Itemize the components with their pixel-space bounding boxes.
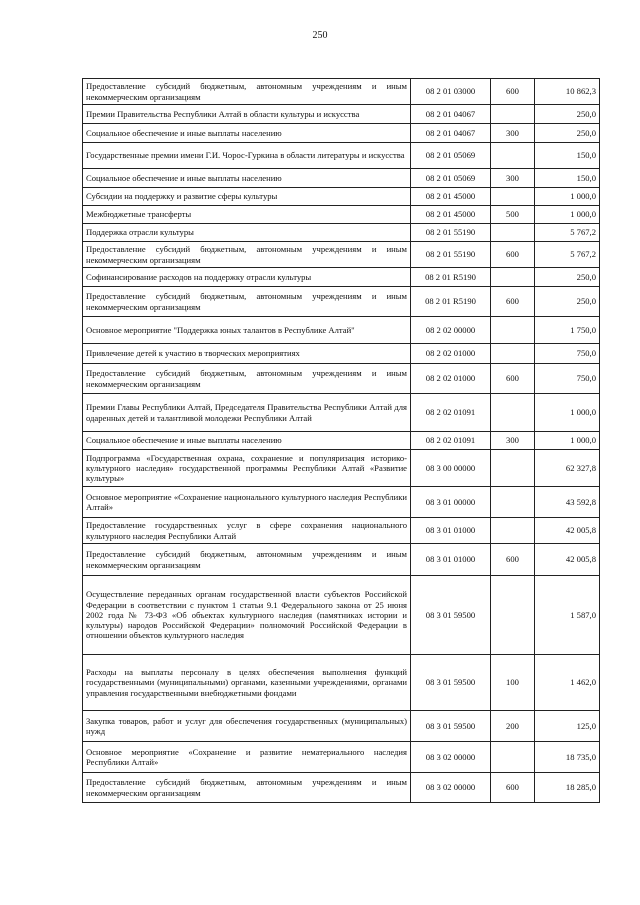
row-name: Предоставление субсидий бюджетным, автономным учреждениям и иным некоммерческим организациям <box>83 287 411 317</box>
row-code: 08 3 02 00000 <box>411 773 491 803</box>
row-type: 100 <box>491 655 535 711</box>
row-code: 08 3 00 00000 <box>411 450 491 487</box>
budget-table <box>82 78 600 803</box>
row-sum: 1 462,0 <box>535 655 600 711</box>
row-sum: 1 750,0 <box>535 317 600 344</box>
row-type <box>491 518 535 544</box>
table-row <box>83 344 600 364</box>
row-type <box>491 224 535 242</box>
row-name: Закупка товаров, работ и услуг для обеспечения государственных (муниципальных) нужд <box>83 711 411 742</box>
row-sum: 62 327,8 <box>535 450 600 487</box>
row-code: 08 2 02 00000 <box>411 317 491 344</box>
row-code: 08 2 01 R5190 <box>411 287 491 317</box>
row-sum: 42 005,8 <box>535 544 600 576</box>
row-name: Основное мероприятие "Поддержка юных талантов в Республике Алтай" <box>83 317 411 344</box>
table-row <box>83 268 600 287</box>
row-sum: 18 735,0 <box>535 742 600 773</box>
table-row <box>83 188 600 206</box>
row-code: 08 2 01 05069 <box>411 169 491 188</box>
row-name: Предоставление субсидий бюджетным, автономным учреждениям и иным некоммерческим организациям <box>83 773 411 803</box>
row-type <box>491 576 535 655</box>
row-name: Премии Правительства Республики Алтай в области культуры и искусства <box>83 105 411 124</box>
row-sum: 10 862,3 <box>535 79 600 105</box>
table-row <box>83 450 600 487</box>
row-sum: 250,0 <box>535 124 600 143</box>
row-code: 08 3 01 01000 <box>411 518 491 544</box>
row-code: 08 3 01 00000 <box>411 487 491 518</box>
table-row <box>83 487 600 518</box>
row-sum: 42 005,8 <box>535 518 600 544</box>
row-sum: 43 592,8 <box>535 487 600 518</box>
row-sum: 1 000,0 <box>535 394 600 432</box>
row-name: Социальное обеспечение и иные выплаты населению <box>83 169 411 188</box>
table-row <box>83 79 600 105</box>
table-row <box>83 169 600 188</box>
row-code: 08 2 01 03000 <box>411 79 491 105</box>
row-sum: 250,0 <box>535 287 600 317</box>
row-name: Межбюджетные трансферты <box>83 206 411 224</box>
row-sum: 250,0 <box>535 268 600 287</box>
row-name: Подпрограмма «Государственная охрана, сохранение и популяризация историко-культурного наследия» государственной программы Республики Алтай «Развитие культуры» <box>83 450 411 487</box>
row-type: 300 <box>491 169 535 188</box>
row-name: Осуществление переданных органам государственной власти субъектов Российской Федерации в соответствии с пунктом 1 статьи 9.1 Федерального закона от 25 июня 2002 года № 73-ФЗ «Об объектах культурного наследия (памятниках истории и культуры) народов Российской Федерации» полномочий Российской Федерации в отношении объектов культурного наследия <box>83 576 411 655</box>
row-code: 08 2 01 55190 <box>411 242 491 268</box>
table-row <box>83 773 600 803</box>
row-code: 08 3 02 00000 <box>411 742 491 773</box>
row-code: 08 2 02 01091 <box>411 394 491 432</box>
row-code: 08 2 01 04067 <box>411 124 491 143</box>
table-row <box>83 576 600 655</box>
table-row <box>83 394 600 432</box>
row-sum: 5 767,2 <box>535 224 600 242</box>
table-row <box>83 317 600 344</box>
row-sum: 1 000,0 <box>535 206 600 224</box>
table-row <box>83 105 600 124</box>
row-code: 08 2 02 01000 <box>411 344 491 364</box>
table-row <box>83 711 600 742</box>
row-name: Основное мероприятие «Сохранение и развитие нематериального наследия Республики Алтай» <box>83 742 411 773</box>
row-code: 08 2 02 01091 <box>411 432 491 450</box>
row-sum: 1 000,0 <box>535 188 600 206</box>
row-name: Предоставление субсидий бюджетным, автономным учреждениям и иным некоммерческим организациям <box>83 364 411 394</box>
row-code: 08 2 01 R5190 <box>411 268 491 287</box>
row-name: Предоставление государственных услуг в сфере сохранения национального культурного наследия Республики Алтай <box>83 518 411 544</box>
row-sum: 5 767,2 <box>535 242 600 268</box>
table-row <box>83 432 600 450</box>
table-row <box>83 364 600 394</box>
table-row <box>83 518 600 544</box>
row-code: 08 2 01 45000 <box>411 188 491 206</box>
row-sum: 1 000,0 <box>535 432 600 450</box>
row-type: 300 <box>491 432 535 450</box>
row-sum: 750,0 <box>535 364 600 394</box>
page-number: 250 <box>312 30 328 41</box>
row-type: 600 <box>491 544 535 576</box>
row-sum: 150,0 <box>535 143 600 169</box>
table-row <box>83 206 600 224</box>
table-row <box>83 655 600 711</box>
row-type: 600 <box>491 242 535 268</box>
row-name: Привлечение детей к участию в творческих мероприятиях <box>83 344 411 364</box>
row-code: 08 3 01 59500 <box>411 711 491 742</box>
row-sum: 250,0 <box>535 105 600 124</box>
row-code: 08 2 01 45000 <box>411 206 491 224</box>
row-type <box>491 188 535 206</box>
row-type: 200 <box>491 711 535 742</box>
table-row <box>83 143 600 169</box>
row-sum: 750,0 <box>535 344 600 364</box>
row-name: Поддержка отрасли культуры <box>83 224 411 242</box>
row-type: 300 <box>491 124 535 143</box>
row-type <box>491 394 535 432</box>
row-type <box>491 143 535 169</box>
table-row <box>83 287 600 317</box>
row-type <box>491 268 535 287</box>
row-name: Расходы на выплаты персоналу в целях обеспечения выполнения функций государственными (муниципальными) органами, казенными учреждениями, органами управления государственными внебюджетными фондами <box>83 655 411 711</box>
row-code: 08 3 01 59500 <box>411 576 491 655</box>
row-type <box>491 105 535 124</box>
row-sum: 150,0 <box>535 169 600 188</box>
row-type: 500 <box>491 206 535 224</box>
row-name: Софинансирование расходов на поддержку отрасли культуры <box>83 268 411 287</box>
row-name: Предоставление субсидий бюджетным, автономным учреждениям и иным некоммерческим организациям <box>83 242 411 268</box>
row-name: Социальное обеспечение и иные выплаты населению <box>83 432 411 450</box>
row-type <box>491 487 535 518</box>
table-row <box>83 242 600 268</box>
row-type: 600 <box>491 79 535 105</box>
table-row <box>83 742 600 773</box>
row-type: 600 <box>491 364 535 394</box>
table-row <box>83 124 600 143</box>
row-name: Субсидии на поддержку и развитие сферы культуры <box>83 188 411 206</box>
row-type <box>491 742 535 773</box>
row-name: Социальное обеспечение и иные выплаты населению <box>83 124 411 143</box>
row-type <box>491 450 535 487</box>
row-sum: 125,0 <box>535 711 600 742</box>
row-sum: 1 587,0 <box>535 576 600 655</box>
row-code: 08 2 01 55190 <box>411 224 491 242</box>
row-type: 600 <box>491 773 535 803</box>
row-code: 08 2 02 01000 <box>411 364 491 394</box>
row-name: Государственные премии имени Г.И. Чорос-Гуркина в области литературы и искусства <box>83 143 411 169</box>
row-type <box>491 317 535 344</box>
row-name: Основное мероприятие «Сохранение национального культурного наследия Республики Алтай» <box>83 487 411 518</box>
row-code: 08 3 01 59500 <box>411 655 491 711</box>
row-code: 08 2 01 04067 <box>411 105 491 124</box>
row-type <box>491 344 535 364</box>
row-type: 600 <box>491 287 535 317</box>
row-name: Предоставление субсидий бюджетным, автономным учреждениям и иным некоммерческим организациям <box>83 544 411 576</box>
row-name: Премии Главы Республики Алтай, Председателя Правительства Республики Алтай для одаренных детей и талантливой молодежи Республики Алтай <box>83 394 411 432</box>
row-sum: 18 285,0 <box>535 773 600 803</box>
row-code: 08 2 01 05069 <box>411 143 491 169</box>
table-row <box>83 224 600 242</box>
table-body <box>83 79 600 803</box>
row-code: 08 3 01 01000 <box>411 544 491 576</box>
table-row <box>83 544 600 576</box>
row-name: Предоставление субсидий бюджетным, автономным учреждениям и иным некоммерческим организациям <box>83 79 411 105</box>
